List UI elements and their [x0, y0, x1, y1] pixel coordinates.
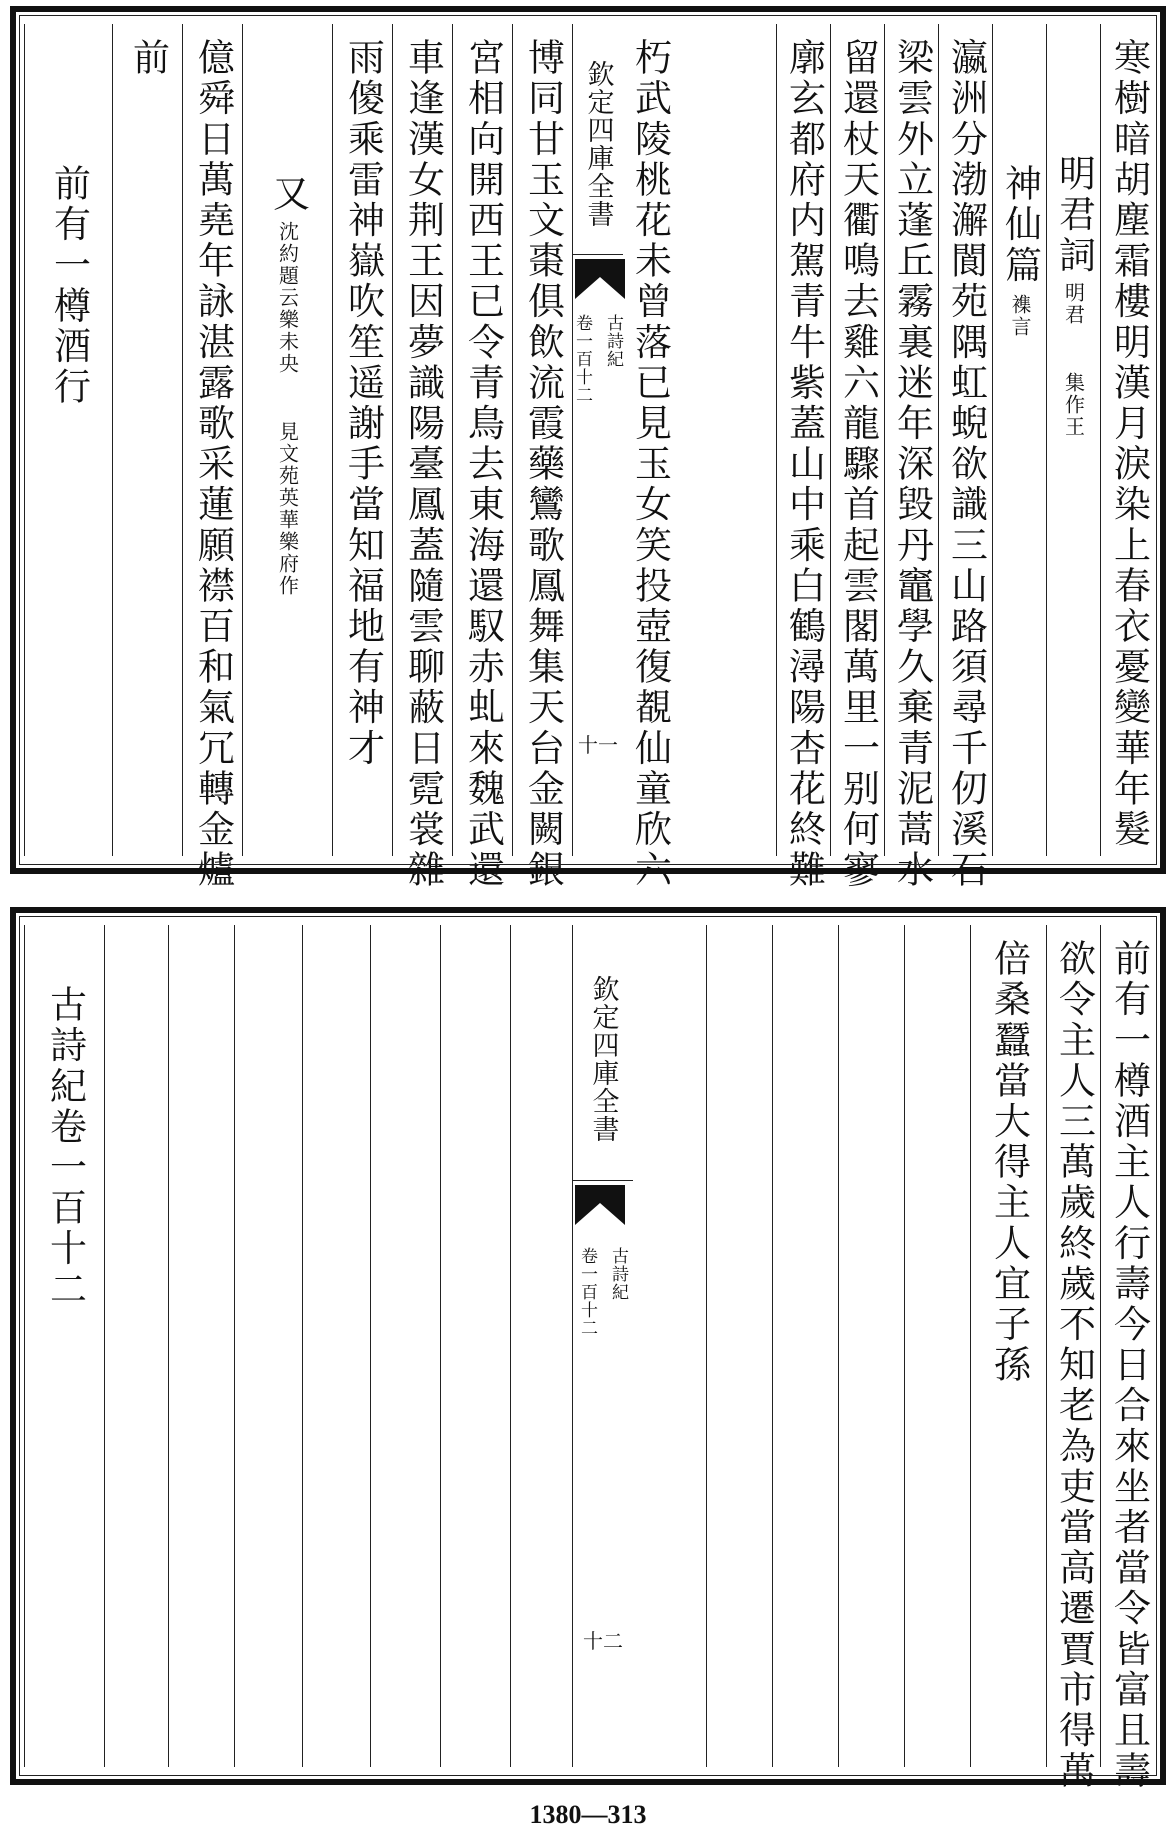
blank-column — [838, 925, 905, 1767]
column-text: 億舜日萬堯年詠湛露歌采蓮願襟百和氣冗轉金爐 — [191, 38, 235, 891]
center-banner — [572, 24, 623, 856]
column-text: 雨傻乘雷神嶽吹笙遥謝手當知福地有神才 — [341, 38, 385, 769]
annotation-right: 見文苑英華樂府作 — [275, 421, 300, 598]
column-text: 瀛洲分渤澥閬苑隅虹蜺欲識三山路須尋千仞溪石 — [944, 38, 988, 891]
book-title: 欽定四庫全書 — [587, 974, 619, 1143]
page-footer-number: 1380—313 — [529, 1800, 647, 1829]
column-text: 宮相向開西王已令青鳥去東海還馭赤虬來魏武還 — [461, 38, 505, 891]
text-column — [992, 24, 1047, 856]
text-column — [830, 24, 885, 891]
column-text: 梁雲外立蓬丘霧裏迷年深毀丹竈學久棄青泥蒿水 — [890, 38, 934, 891]
fishtail-mark — [575, 1185, 625, 1225]
column-text: 廓玄都府内駕青牛紫蓋山中乘白鶴潯陽杏花終難 — [782, 38, 826, 891]
top-page-columns — [16, 12, 1160, 891]
text-column — [1046, 24, 1101, 856]
blank-column — [234, 925, 303, 1767]
text-column — [776, 24, 831, 891]
text-column — [242, 24, 333, 856]
text-column — [938, 24, 993, 891]
text-column — [1100, 24, 1157, 856]
text-column — [24, 24, 113, 856]
blank-column — [904, 925, 971, 1767]
annotation-left: 沈約題云樂未央 — [275, 220, 300, 375]
page-number: 十二 — [583, 1629, 623, 1653]
column-text: 前有一樽酒主人行壽今日合來坐者當令皆富且壽 — [1107, 939, 1151, 1792]
page-number: 十一 — [578, 733, 618, 757]
leaf-title: 古詩紀 — [603, 314, 623, 368]
leaf-info — [573, 314, 623, 404]
column-text: 前 — [126, 38, 170, 79]
blank-column — [510, 925, 573, 1767]
text-column — [182, 24, 243, 891]
column-text: 留還杖天衢鳴去雞六龍驟首起雲閣萬里一别何寥 — [836, 38, 880, 891]
text-column — [24, 925, 105, 1767]
blank-column — [168, 925, 235, 1767]
bottom-page-columns — [16, 913, 1160, 1792]
blank-column — [104, 925, 169, 1767]
text-column — [452, 24, 513, 891]
volume-end-title: 古詩紀卷一百十二 — [43, 985, 87, 1310]
text-column — [512, 24, 573, 891]
top-page — [10, 6, 1166, 891]
text-column — [112, 24, 183, 856]
column-text: 寒樹暗胡塵霜樓明漢月淚染上春衣憂變華年髮 — [1107, 38, 1151, 850]
leaf-volume: 卷一百十二 — [577, 1247, 597, 1337]
leaf-volume: 卷一百十二 — [572, 314, 592, 404]
blank-column — [302, 925, 371, 1767]
annotation — [1056, 282, 1093, 439]
text-column — [1046, 925, 1101, 1792]
fishtail-mark — [575, 259, 625, 299]
annotation-left: 明君 — [1061, 281, 1086, 326]
text-column — [1100, 925, 1157, 1792]
poem-title: 前有一樽酒行 — [47, 164, 91, 408]
text-column — [332, 24, 393, 856]
blank-column — [772, 925, 839, 1767]
poem-title: 又 — [266, 174, 310, 215]
book-title-box — [573, 925, 633, 1181]
blank-column — [706, 925, 773, 1767]
leaf-info — [573, 1247, 633, 1337]
text-column — [884, 24, 939, 891]
annotation: 襍言 — [1008, 293, 1032, 338]
annotation-right: 集作王 — [1061, 372, 1086, 439]
column-text: 朽武陵桃花未曾落已見玉女笑投壺復覩仙童欣六 — [628, 38, 672, 891]
column-text: 車逢漢女荆王因夢識陽臺鳳蓋隨雲聊蔽日霓裳雜 — [401, 38, 445, 891]
bottom-page — [10, 907, 1166, 1792]
text-column — [622, 24, 677, 891]
book-title-box — [573, 24, 623, 255]
annotation — [270, 221, 307, 598]
text-column — [392, 24, 453, 891]
poem-title: 明君詞 — [1052, 154, 1096, 276]
text-column — [970, 925, 1047, 1767]
column-text: 欲令主人三萬歲終歲不知老為吏當高遷賈市得萬 — [1052, 939, 1096, 1792]
leaf-title: 古詩紀 — [608, 1247, 628, 1301]
blank-column — [440, 925, 511, 1767]
center-banner — [572, 925, 633, 1767]
column-text: 倍桑蠶當大得主人宜子孫 — [987, 939, 1031, 1386]
blank-column — [370, 925, 441, 1767]
column-text: 博同甘玉文棗俱飲流霞藥鸞歌鳳舞集天台金闕銀 — [521, 38, 565, 891]
poem-title: 神仙篇 — [998, 164, 1042, 286]
book-title: 欽定四庫全書 — [582, 60, 614, 228]
blank-column — [632, 925, 707, 1767]
